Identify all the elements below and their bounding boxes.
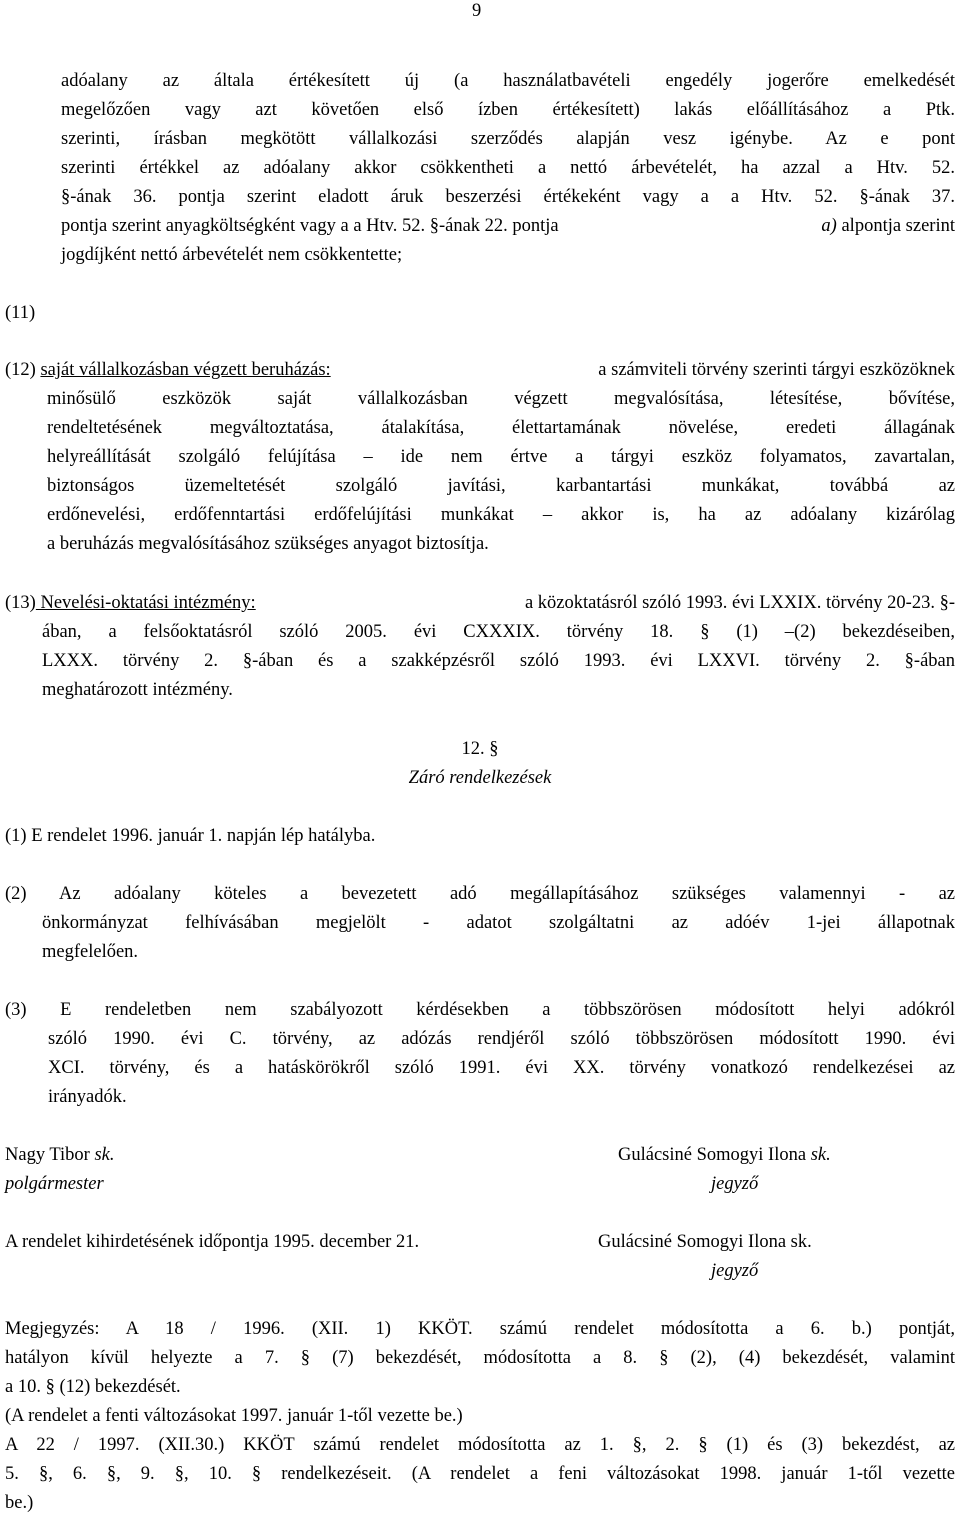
text-line: ában, a felsőoktatásról szóló 2005. évi CXXXIX. törvény 18. § (1) –(2) bekezdéseiben, bbox=[42, 622, 955, 642]
text-fragment bbox=[821, 212, 955, 241]
section-number: 12. § bbox=[461, 739, 499, 759]
notary-name: Gulácsiné Somogyi Ilona bbox=[618, 1145, 807, 1165]
text-line: a beruházás megvalósításához szükséges anyagot biztosítja. bbox=[47, 534, 489, 554]
text-line: a 10. § (12) bekezdését. bbox=[5, 1377, 181, 1397]
text-line: megfelelően. bbox=[42, 942, 139, 962]
italic-ref: a) bbox=[821, 216, 837, 236]
paragraph-number: (13) bbox=[5, 593, 36, 613]
text-line: (3) E rendeletben nem szabályozott kérdésekben a többszörösen módosított helyi adókról bbox=[5, 1000, 955, 1020]
text-line: megelőzően vagy azt követően első ízben értékesített) lakás előállításához a Ptk. bbox=[61, 100, 955, 120]
text-line: adóalany az általa értékesített új (a használatbavételi engedély jogerőre emelkedését bbox=[61, 71, 955, 91]
text-line: XCI. törvény, és a hatáskörökről szóló 1991. évi XX. törvény vonatkozó rendelkezései az bbox=[48, 1058, 955, 1078]
text-line: helyreállítását szolgáló felújítása – ide nem értve a tárgyi eszköz folyamatos, zavartalan, bbox=[47, 447, 955, 467]
page-number: 9 bbox=[472, 1, 482, 21]
text-line bbox=[5, 589, 955, 618]
section-title: Záró rendelkezések bbox=[408, 768, 552, 788]
text-line: irányadók. bbox=[48, 1087, 127, 1107]
text-line bbox=[5, 356, 955, 385]
text-fragment: pontja szerint anyagköltségként vagy a a Htv. 52. §-ának 22. pontja bbox=[61, 216, 559, 236]
text-line: hatályon kívül helyezte a 7. § (7) bekezdését, módosította a 8. § (2), (4) bekezdését, valamint bbox=[5, 1348, 955, 1368]
promulgation-date: A rendelet kihirdetésének időpontja 1995. december 21. bbox=[5, 1232, 420, 1252]
closing-provision-2 bbox=[5, 880, 955, 967]
continued-definition bbox=[61, 67, 955, 270]
text-line: önkormányzat felhívásában megjelölt - adatot szolgáltatni az adóév 1-jei állapotnak bbox=[42, 913, 955, 933]
promulgation-signer-title: jegyző bbox=[711, 1261, 759, 1281]
text-fragment: alpontja szerint bbox=[841, 216, 955, 236]
signature-right-title: jegyző bbox=[711, 1174, 759, 1194]
definition-13 bbox=[5, 589, 955, 705]
closing-provision-1: (1) E rendelet 1996. január 1. napján lép hatályba. bbox=[5, 826, 376, 846]
text-line: rendeltetésének megváltoztatása, átalakítása, élettartamának növelése, eredeti állagának bbox=[47, 418, 955, 438]
text-line: szerinti értékkel az adóalany akkor csökkentheti a nettó árbevételét, ha azzal a Htv. 52. bbox=[61, 158, 955, 178]
text-fragment: a számviteli törvény szerinti tárgyi eszközöknek bbox=[598, 360, 955, 380]
text-line: szerinti, írásban megkötött vállalkozási szerződés alapján vesz igénybe. Az e pont bbox=[61, 129, 955, 149]
defined-term: saját vállalkozásban végzett beruházás: bbox=[40, 360, 331, 380]
sk-mark: sk. bbox=[94, 1145, 115, 1165]
text-fragment: a közoktatásról szóló 1993. évi LXXIX. törvény 20-23. §- bbox=[524, 593, 955, 613]
text-line: jogdíjként nettó árbevételét nem csökkentette; bbox=[61, 245, 403, 265]
text-line: §-ának 36. pontja szerint eladott áruk beszerzési értékeként vagy a a Htv. 52. §-ának 37. bbox=[61, 187, 955, 207]
definition-12 bbox=[5, 356, 955, 559]
signature-left-title: polgármester bbox=[5, 1174, 104, 1194]
signature-right-name bbox=[618, 1141, 831, 1170]
promulgation-signer: Gulácsiné Somogyi Ilona sk. bbox=[598, 1232, 812, 1252]
text-line bbox=[61, 212, 955, 241]
signature-left-name bbox=[5, 1141, 115, 1170]
closing-provision-3 bbox=[5, 996, 955, 1112]
text-line: be.) bbox=[5, 1493, 34, 1513]
text-line: biztonságos üzemeltetését szolgáló javítási, karbantartási munkákat, továbbá az bbox=[47, 476, 955, 496]
text-line: erdőnevelési, erdőfenntartási erdőfelújítási munkákat – akkor is, ha az adóalany kizárólag bbox=[47, 505, 955, 525]
amendment-notes bbox=[5, 1315, 955, 1518]
text-fragment bbox=[5, 356, 331, 385]
sk-mark: sk. bbox=[810, 1145, 831, 1165]
text-line: (A rendelet a fenti változásokat 1997. január 1-től vezette be.) bbox=[5, 1406, 463, 1426]
paragraph-number-11: (11) bbox=[5, 303, 36, 323]
text-line: Megjegyzés: A 18 / 1996. (XII. 1) KKÖT. számú rendelet módosította a 6. b.) pontját, bbox=[5, 1319, 955, 1339]
paragraph-number: (12) bbox=[5, 360, 36, 380]
mayor-name: Nagy Tibor bbox=[5, 1145, 90, 1165]
text-line: LXXX. törvény 2. §-ában és a szakképzésről szóló 1993. évi LXXVI. törvény 2. §-ában bbox=[42, 651, 955, 671]
defined-term: Nevelési-oktatási intézmény: bbox=[35, 593, 256, 613]
text-line: (2) Az adóalany köteles a bevezetett adó megállapításához szükséges valamennyi - az bbox=[5, 884, 955, 904]
text-fragment bbox=[5, 589, 256, 618]
text-line: szóló 1990. évi C. törvény, az adózás rendjéről szóló többszörösen módosított 1990. évi bbox=[48, 1029, 955, 1049]
text-line: meghatározott intézmény. bbox=[42, 680, 233, 700]
text-line: 5. §, 6. §, 9. §, 10. § rendelkezéseit. (A rendelet a feni változásokat 1998. január 1-től vezette bbox=[5, 1464, 955, 1484]
text-line: minősülő eszközök saját vállalkozásban végzett megvalósítása, létesítése, bővítése, bbox=[47, 389, 955, 409]
text-line: A 22 / 1997. (XII.30.) KKÖT számú rendelet módosította az 1. §, 2. § (1) és (3) bekezdést, az bbox=[5, 1435, 955, 1455]
